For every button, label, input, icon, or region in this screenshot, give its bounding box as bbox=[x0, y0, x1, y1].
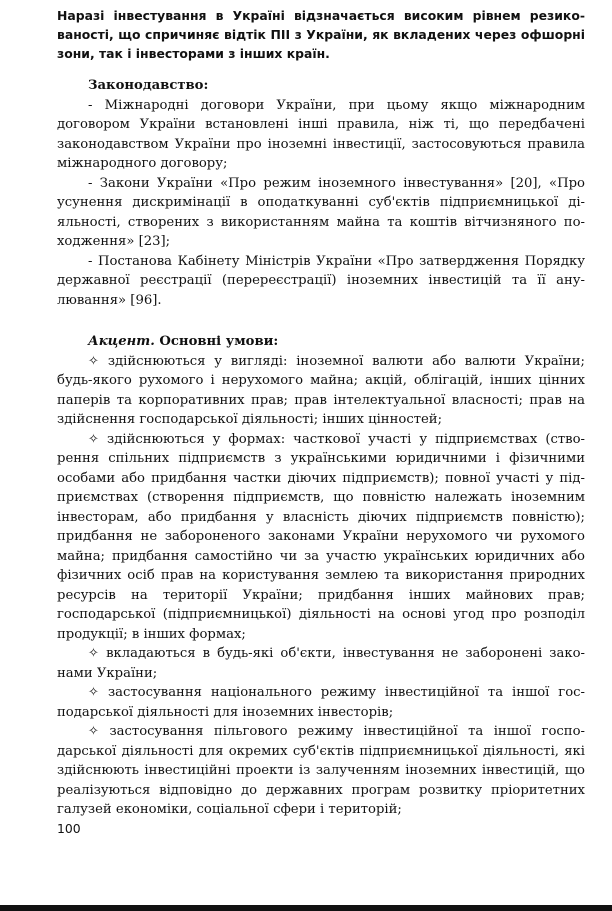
page-content bbox=[57, 4, 585, 820]
intro-paragraph: Наразі інвестування в Україні відзначається високим рівнем резикованості, що спричиняє відтік ПІІ з України, як вкладених через офшорні зони, так і інвесторами з інших країн. bbox=[57, 8, 585, 61]
bottom-border bbox=[0, 905, 612, 911]
legislation-item: - Міжнародні договори України, при цьому якщо міжнародним договором України встановлені інші правила, ніж ті, що передбачені законодавством України про іноземні інвестиції, застосовуються правила міжнародного договору; bbox=[57, 97, 585, 171]
accent-label: Акцент. bbox=[88, 334, 155, 349]
legislation-heading: Законодавство: bbox=[88, 78, 209, 93]
condition-item: ✧ здійснюються у формах: часткової участі у підприємствах (створення спільних підприємств з українськими юридичними і фізичними особами або придбання частки діючих підприємств); повної участі у підприємствах (створення підприємств, що повністю належать іноземним інвесторам, або придбання у власність діючих підприємств повністю); придбання не забороненого законами України нерухомого чи рухомого майна; придбання самостійно чи за участю українських юридичних або фізичних осіб прав на користування землею та використання природних ресурсів на території України; придбання інших майнових прав; господарської (підприємницької) діяльності на основі угод про розподіл продукції; в інших формах; bbox=[57, 431, 585, 642]
condition-item: ✧ застосування національного режиму інвестиційної та іншої господарської діяльності для іноземних інвесторів; bbox=[57, 685, 585, 720]
page-number: 100 bbox=[57, 821, 81, 836]
conditions-heading-text: Основні умови: bbox=[154, 334, 279, 349]
conditions-heading bbox=[57, 332, 585, 352]
condition-item: ✧ вкладаються в будь-які об'єкти, інвестування не заборонені законами України; bbox=[57, 646, 585, 681]
legislation-item: - Постанова Кабінету Міністрів України «Про затвердження Порядку державної реєстрації (перереєстрації) іноземних інвестицій та її анулювання» [96]. bbox=[57, 253, 585, 308]
condition-item: ✧ здійснюються у вигляді: іноземної валюти або валюти України; будь-якого рухомого і нерухомого майна; акцій, облігацій, інших цінних паперів та корпоративних прав; прав інтелектуальної власності; прав на здійснення господарської діяльності; інших цінностей; bbox=[57, 353, 585, 427]
legislation-item: - Закони України «Про режим іноземного інвестування» [20], «Про усунення дискримінації в оподаткуванні суб'єктів підприємницької діяльності, створених з використанням майна та коштів вітчизняного походження» [23]; bbox=[57, 175, 585, 249]
condition-item: ✧ застосування пільгового режиму інвестиційної та іншої господарської діяльності для окремих суб'єктів підприємницької діяльності, які здійснюють інвестиційні проекти із залученням іноземних інвестицій, що реалізуються відповідно до державних програм розвитку пріоритетних галузей економіки, соціальної сфери і територій; bbox=[57, 724, 585, 817]
